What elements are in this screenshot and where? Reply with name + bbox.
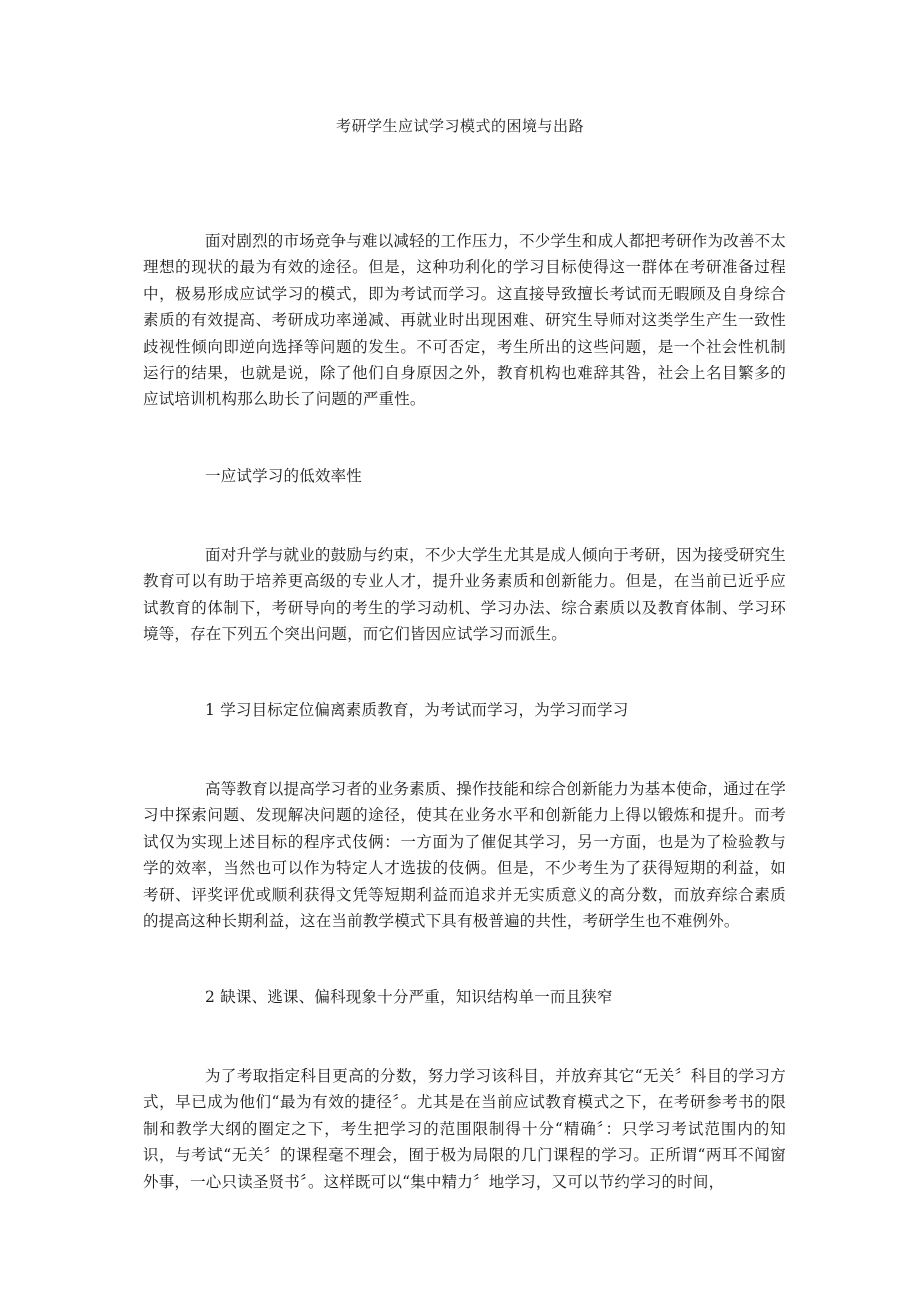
section-paragraph: 面对升学与就业的鼓励与约束，不少大学生尤其是成人倾向于考研，因为接受研究生教育可以有助于培养更高级的专业人才，提升业务素质和创新能力。但是，在当前已近乎应试教育的体制下，考研导向的考生的学习动机、学习办法、综合素质以及教育体制、学习环境等，存在下列五个突出问题，而它们皆因应试学习而派生。	[143, 546, 786, 644]
point-2-paragraph: 为了考取指定科目更高的分数，努力学习该科目，并放弃其它“无关〞科目的学习方式，早已成为他们“最为有效的捷径〞。尤其是在当前应试教育模式之下，在考研参考书的限制和教学大纲的圈定之下，考生把学习的范围限制得十分“精确〞：只学习考试范围内的知识，与考试“无关〞的课程毫不理会，囿于极为局限的几门课程的学习。正所谓“两耳不闻窗外事，一心只读圣贤书〞。这样既可以“集中精力〞地学习，又可以节约学习的时间，	[143, 1067, 786, 1191]
document-title: 考研学生应试学习模式的困境与出路	[335, 117, 584, 135]
point-1-heading: 1 学习目标定位偏离素质教育，为考试而学习，为学习而学习	[205, 701, 629, 719]
section-heading: 一应试学习的低效率性	[205, 467, 363, 485]
point-1-paragraph: 高等教育以提高学习者的业务素质、操作技能和综合创新能力为基本使命，通过在学习中探索问题、发现解决问题的途径，使其在业务水平和创新能力上得以锻炼和提升。而考试仅为实现上述目标的程序式伎俩：一方面为了催促其学习，另一方面，也是为了检验教与学的效率，当然也可以作为特定人才选拔的伎俩。但是，不少考生为了获得短期的利益，如考研、评奖评优或顺利获得文凭等短期利益而追求并无实质意义的高分数，而放弃综合素质的提高这种长期利益，这在当前教学模式下具有极普遍的共性，考研学生也不难例外。	[143, 780, 786, 931]
point-2-heading: 2 缺课、逃课、偏科现象十分严重，知识结构单一而且狭窄	[205, 988, 613, 1006]
intro-paragraph: 面对剧烈的市场竞争与难以减轻的工作压力，不少学生和成人都把考研作为改善不太理想的现状的最为有效的途径。但是，这种功利化的学习目标使得这一群体在考研准备过程中，极易形成应试学习的模式，即为考试而学习。这直接导致擅长考试而无暇顾及自身综合素质的有效提高、考研成功率递减、再就业时出现困难、研究生导师对这类学生产生一致性歧视性倾向即逆向选择等问题的发生。不可否定，考生所出的这些问题，是一个社会性机制运行的结果，也就是说，除了他们自身原因之外，教育机构也难辞其咎，社会上名目繁多的应试培训机构那么助长了问题的严重性。	[143, 232, 786, 409]
